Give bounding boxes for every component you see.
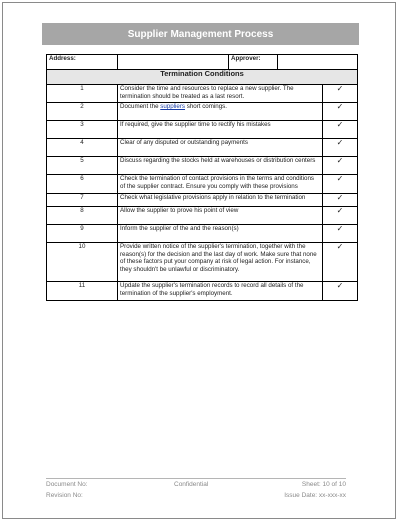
table-row xyxy=(47,175,358,194)
check-icon: ✓ xyxy=(323,243,358,282)
row-number: 2 xyxy=(47,103,118,121)
row-text: Update the supplier's termination records to record all details of the termination of the supplier's employment. xyxy=(118,282,323,301)
row-text: Provide written notice of the supplier's termination, together with the reason(s) for the decision and the last day of work. Make sure that none of these factors put your company at risk of legal action. For instance, they shouldn't be unlawful or discriminatory. xyxy=(118,243,323,282)
termination-table xyxy=(46,54,358,301)
row-number: 5 xyxy=(47,157,118,175)
document-no-label: Document No: xyxy=(46,481,88,488)
revision-no-label: Revision No: xyxy=(46,492,83,499)
section-title: Termination Conditions xyxy=(47,70,358,85)
row-text: Consider the time and resources to replace a new supplier. The termination should be treated as a last resort. xyxy=(118,85,323,103)
table-row xyxy=(47,157,358,175)
row-text: Inform the supplier of the and the reason(s) xyxy=(118,225,323,243)
check-icon: ✓ xyxy=(323,85,358,103)
footer-row-2 xyxy=(46,492,346,501)
row-text-after: short comings. xyxy=(185,103,227,110)
check-icon: ✓ xyxy=(323,121,358,139)
row-text: Clear of any disputed or outstanding payments xyxy=(118,139,323,157)
check-icon: ✓ xyxy=(323,157,358,175)
row-number: 4 xyxy=(47,139,118,157)
table-row xyxy=(47,103,358,121)
row-number: 8 xyxy=(47,207,118,225)
check-icon: ✓ xyxy=(323,175,358,194)
row-number: 3 xyxy=(47,121,118,139)
row-text: If required, give the supplier time to rectify his mistakes xyxy=(118,121,323,139)
table-row xyxy=(47,194,358,207)
table-row xyxy=(47,207,358,225)
address-field[interactable] xyxy=(118,55,229,70)
check-icon: ✓ xyxy=(323,207,358,225)
confidential-label: Confidential xyxy=(174,481,209,488)
table-row xyxy=(47,243,358,282)
row-text: Allow the supplier to prove his point of view xyxy=(118,207,323,225)
row-text xyxy=(118,103,323,121)
row-text: Check what legislative provisions apply in relation to the termination xyxy=(118,194,323,207)
sheet-label: Sheet: 10 of 10 xyxy=(301,481,346,488)
check-icon: ✓ xyxy=(323,194,358,207)
check-icon: ✓ xyxy=(323,103,358,121)
row-number: 9 xyxy=(47,225,118,243)
table-row xyxy=(47,139,358,157)
table-row xyxy=(47,225,358,243)
row-text: Check the termination of contact provisions in the terms and conditions of the supplier contract. Ensure you comply with these provisions xyxy=(118,175,323,194)
check-icon: ✓ xyxy=(323,139,358,157)
check-icon: ✓ xyxy=(323,282,358,301)
footer-row-1 xyxy=(46,481,346,490)
row-number: 11 xyxy=(47,282,118,301)
row-number: 6 xyxy=(47,175,118,194)
table-row xyxy=(47,121,358,139)
row-number: 7 xyxy=(47,194,118,207)
table-row xyxy=(47,282,358,301)
table-row xyxy=(47,85,358,103)
row-number: 1 xyxy=(47,85,118,103)
suppliers-link[interactable]: suppliers xyxy=(160,103,186,110)
document-title: Supplier Management Process xyxy=(42,23,359,45)
approver-field[interactable] xyxy=(278,55,358,70)
row-text-before: Document the xyxy=(120,103,161,110)
address-label: Address: xyxy=(47,55,118,70)
header-row xyxy=(47,55,358,70)
section-header-row xyxy=(47,70,358,85)
row-text: Discuss regarding the stocks held at warehouses or distribution centers xyxy=(118,157,323,175)
issue-date-label: Issue Date: xx-xxx-xx xyxy=(284,492,346,499)
approver-label: Approver: xyxy=(229,55,278,70)
document-footer xyxy=(46,478,346,501)
row-number: 10 xyxy=(47,243,118,282)
check-icon: ✓ xyxy=(323,225,358,243)
